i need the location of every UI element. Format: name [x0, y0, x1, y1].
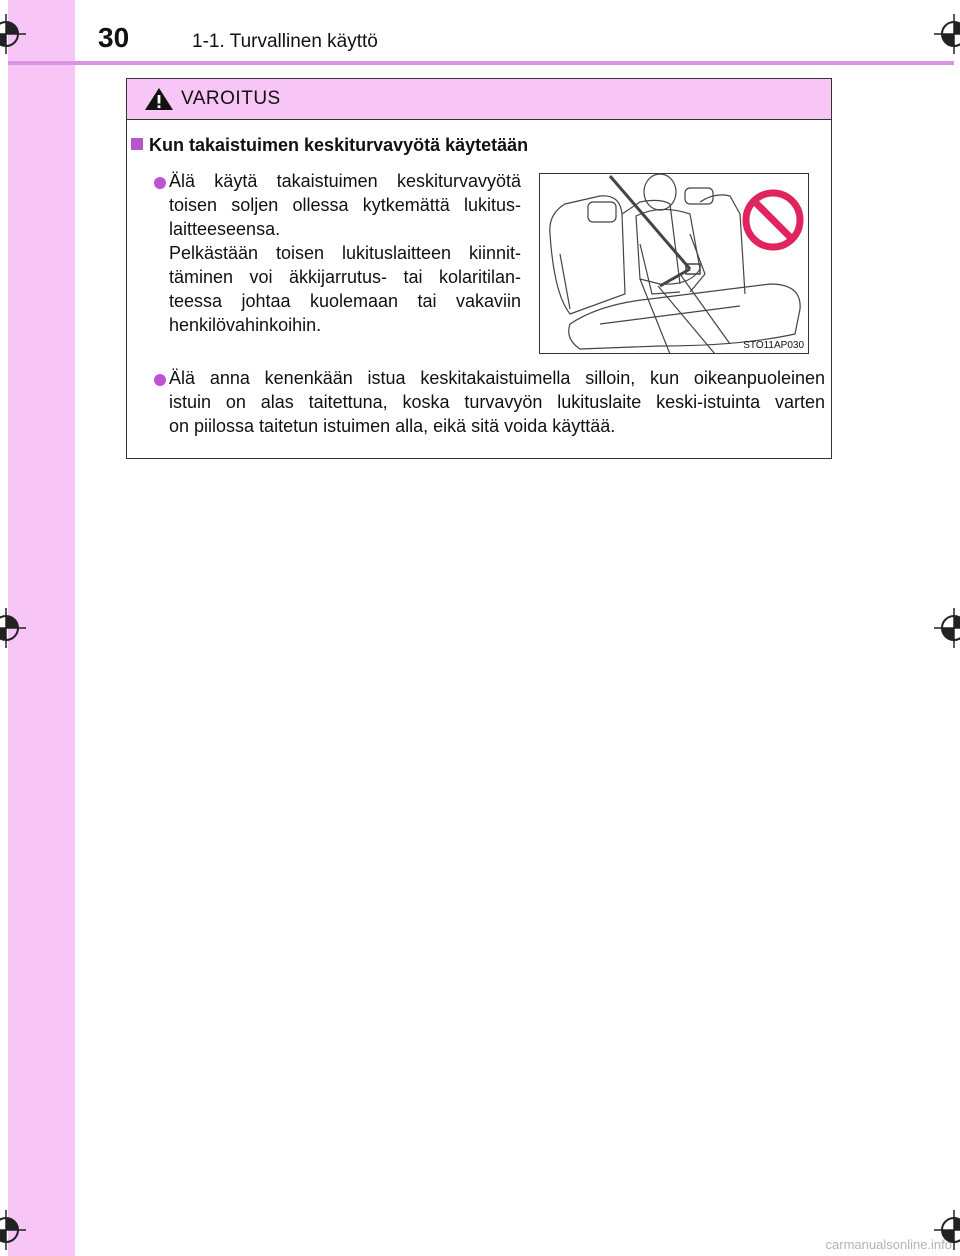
bullet1-line: toisen soljen ollessa kytkemättä lukitus-: [169, 195, 521, 215]
bullet1-line: Älä käytä takaistuimen keskiturvavyötä: [169, 171, 521, 191]
note-line: teessa johtaa kuolemaan tai vakaviin: [169, 291, 521, 311]
warning-box: [126, 78, 832, 459]
bullet2-line: Älä anna kenenkään istua keskitakaistuimella silloin, kun oikeanpuoleinen: [169, 368, 825, 388]
note-text: [169, 241, 521, 337]
prohibited-sign-icon: [746, 193, 800, 247]
section-title: 1-1. Turvallinen käyttö: [192, 31, 378, 52]
watermark: carmanualsonline.info: [825, 1237, 952, 1252]
rear-seat-illustration: [540, 174, 809, 354]
bullet1-text: [169, 169, 521, 241]
header-rule: [8, 61, 954, 65]
warning-subheading: [131, 135, 528, 156]
warning-header: [127, 79, 831, 120]
bullet2-line: istuin on alas taitettuna, koska turvavyön lukituslaite keski-istuinta varten: [169, 392, 825, 412]
figure-code: STO11AP030: [743, 340, 804, 351]
note-line: henkilövahinkoihin.: [169, 315, 322, 335]
registration-mark-icon: [934, 14, 960, 54]
bullet2-line: on piilossa taitetun istuimen alla, eikä sitä voida käyttää.: [169, 416, 616, 436]
warning-triangle-icon: [144, 87, 174, 111]
warning-label: VAROITUS: [181, 88, 281, 109]
subheading-text: Kun takaistuimen keskiturvavyötä käytetään: [149, 135, 529, 155]
note-line: täminen voi äkkijarrutus- tai kolaritilan-: [169, 267, 521, 287]
note-line: Pelkästään toisen lukituslaitteen kiinnit-: [169, 243, 521, 263]
registration-mark-icon: [0, 1210, 26, 1250]
page-number: 30: [98, 22, 130, 53]
bullet2-text: [169, 366, 825, 438]
registration-mark-icon: [0, 608, 26, 648]
seatbelt-illustration: [539, 173, 809, 354]
bullet1-line: laitteeseensa.: [169, 219, 281, 239]
bullet-dot-icon: [154, 177, 166, 189]
registration-mark-icon: [0, 14, 26, 54]
square-bullet-icon: [131, 138, 143, 150]
registration-mark-icon: [934, 608, 960, 648]
bullet-dot-icon: [154, 374, 166, 386]
